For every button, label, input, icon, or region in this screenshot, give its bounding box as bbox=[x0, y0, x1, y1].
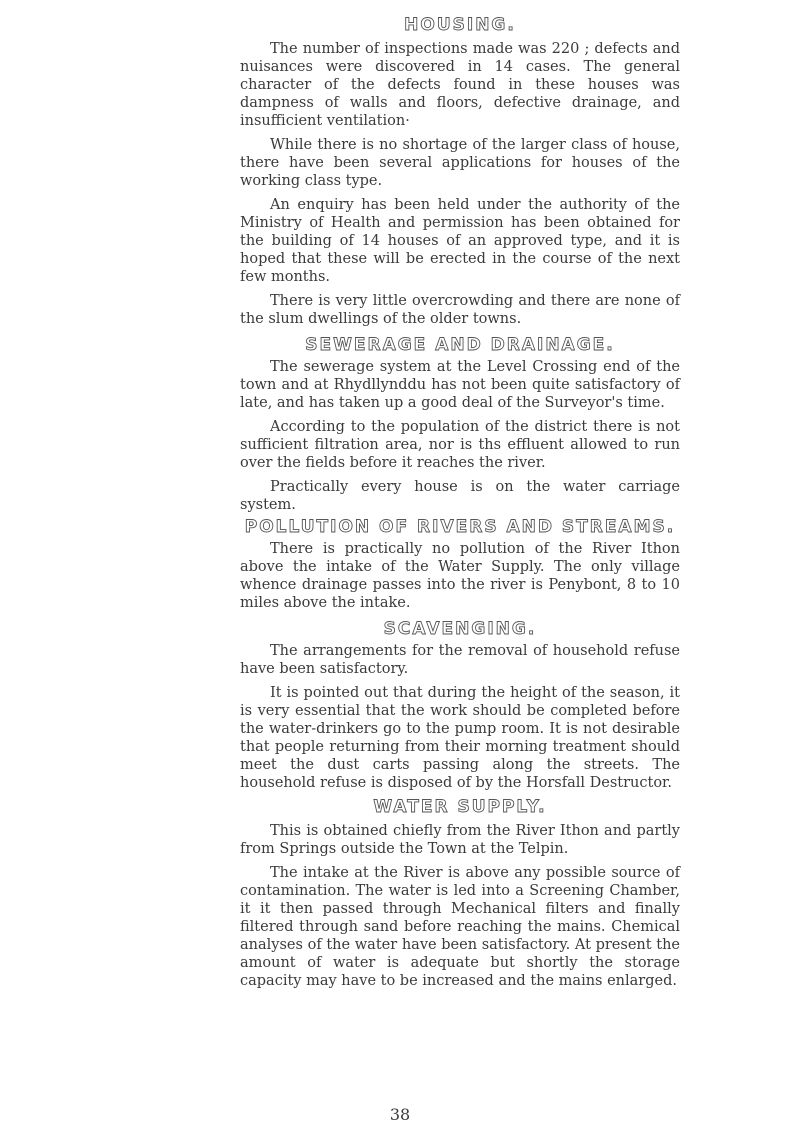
sewerage-paragraph-2: According to the population of the district there is not sufficient filtration area, nor is ths effluent allowed to run over the fields before it reaches the river. bbox=[240, 419, 680, 471]
heading-scavenging: SCAVENGING. bbox=[383, 619, 537, 639]
heading-housing: HOUSING. bbox=[404, 15, 516, 35]
text-column bbox=[240, 0, 680, 990]
housing-paragraph-3: An enquiry has been held under the authority of the Ministry of Health and permission has been obtained for the building of 14 houses of an approved type, and it is hoped that these will be erected in the course of the next few months. bbox=[240, 197, 680, 285]
sewerage-paragraph-1: The sewerage system at the Level Crossing end of the town and at Rhydllynddu has not been quite satisfactory of late, and has taken up a good deal of the Surveyor's time. bbox=[240, 359, 680, 411]
scavenging-paragraph-1: The arrangements for the removal of household refuse have been satisfactory. bbox=[240, 643, 680, 677]
water-paragraph-2: The intake at the River is above any possible source of contamination. The water is led into a Screening Chamber, it it then passed through Mechanical filters and finally filtered through sand before reaching the mains. Chemical analyses of the water have been satisfactory. At present the amount of water is adequate but shortly the storage capacity may have to be increased and the mains enlarged. bbox=[240, 865, 680, 989]
scavenging-paragraph-2: It is pointed out that during the height of the season, it is very essential that the work should be completed before the water-drinkers go to the pump room. It is not desirable that people returning from their morning treatment should meet the dust carts passing along the streets. The household refuse is disposed of by the Horsfall Destructor. bbox=[240, 685, 680, 791]
heading-water-supply: WATER SUPPLY. bbox=[373, 797, 547, 817]
water-paragraph-1: This is obtained chiefly from the River Ithon and partly from Springs outside the Town at the Telpin. bbox=[240, 823, 680, 857]
housing-paragraph-4: There is very little overcrowding and there are none of the slum dwellings of the older towns. bbox=[240, 293, 680, 327]
heading-pollution: POLLUTION OF RIVERS AND STREAMS. bbox=[244, 517, 676, 537]
housing-paragraph-2: While there is no shortage of the larger class of house, there have been several applications for houses of the working class type. bbox=[240, 137, 680, 189]
sewerage-paragraph-3: Practically every house is on the water carriage system. bbox=[240, 479, 680, 513]
pollution-paragraph-1: There is practically no pollution of the River Ithon above the intake of the Water Supply. The only village whence drainage passes into the river is Penybont, 8 to 10 miles above the intake. bbox=[240, 541, 680, 611]
heading-sewerage: SEWERAGE AND DRAINAGE. bbox=[305, 335, 615, 355]
housing-paragraph-1: The number of inspections made was 220 ; defects and nuisances were discovered in 14 cases. The general character of the defects found in these houses was dampness of walls and floors, defective drainage, and insufficient ventilation· bbox=[240, 41, 680, 129]
page-number: 38 bbox=[389, 1105, 411, 1124]
